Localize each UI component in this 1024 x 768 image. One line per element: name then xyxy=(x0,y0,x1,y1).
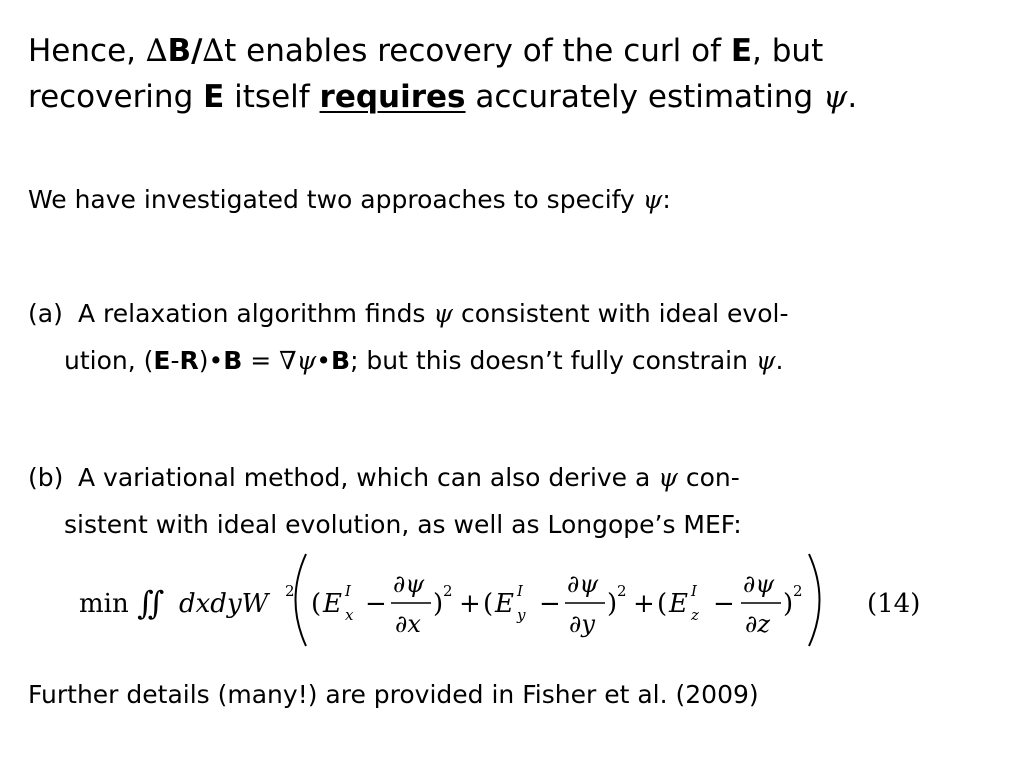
eq-dz: ∂z xyxy=(745,610,771,638)
eq-dpsi-y: ∂ψ xyxy=(567,570,599,598)
eq-number: (14) xyxy=(867,589,921,619)
eq-I-x: I xyxy=(345,582,351,600)
item-a-marker: (a) xyxy=(28,299,63,328)
title-line-1: Hence, ∆B/∆t enables recovery of the curl of E, but xyxy=(28,33,824,69)
slide-title xyxy=(28,28,857,120)
eq-dpsi-z: ∂ψ xyxy=(743,570,775,598)
equation-14 xyxy=(75,550,955,650)
eq-E-y: E xyxy=(495,589,514,619)
eq-E-x: E xyxy=(323,589,342,619)
item-a-line-1: A relaxation algorithm finds ψ consistent with ideal evol- xyxy=(78,299,789,328)
eq-dx: ∂x xyxy=(395,610,421,638)
eq-big-paren-left xyxy=(296,554,307,646)
eq-big-paren-right xyxy=(809,554,820,646)
eq-min: min xyxy=(79,589,129,619)
intro-text: We have investigated two approaches to specify ψ: xyxy=(28,185,671,214)
eq-paren-open-z: ( xyxy=(657,589,668,619)
eq-paren-open-x: ( xyxy=(311,589,322,619)
eq-double-integral: ∬ xyxy=(137,584,165,622)
eq-sq-y: 2 xyxy=(617,582,627,600)
emphasis-requires: requires xyxy=(319,79,466,115)
eq-paren-close-z: ) xyxy=(783,589,794,619)
eq-E-z: E xyxy=(669,589,688,619)
eq-I-z: I xyxy=(691,582,697,600)
title-line-2: recovering E itself requires accurately estimating ψ. xyxy=(28,79,858,115)
eq-w-exponent: 2 xyxy=(285,582,295,600)
eq-dy: ∂y xyxy=(569,610,595,638)
eq-minus-x: − xyxy=(365,589,387,619)
eq-minus-z: − xyxy=(713,589,735,619)
item-b-line-1: A variational method, which can also derive a ψ con- xyxy=(78,463,740,492)
eq-plus-2: + xyxy=(633,589,655,619)
eq-sub-z: z xyxy=(691,606,699,624)
eq-sub-y: y xyxy=(517,606,526,624)
item-a-line-2: ution, (E-R)•B = ∇ψ•B; but this doesn’t fully constrain ψ. xyxy=(64,346,784,375)
eq-sq-x: 2 xyxy=(443,582,453,600)
eq-paren-close-x: ) xyxy=(433,589,444,619)
eq-minus-y: − xyxy=(539,589,561,619)
item-b-line-2: sistent with ideal evolution, as well as Longope’s MEF: xyxy=(64,510,742,539)
eq-sub-x: x xyxy=(345,606,354,624)
eq-integrand: dxdyW xyxy=(179,589,269,619)
eq-dpsi-x: ∂ψ xyxy=(393,570,425,598)
footer-text: Further details (many!) are provided in Fisher et al. (2009) xyxy=(28,680,759,709)
item-b-marker: (b) xyxy=(28,463,64,492)
eq-plus-1: + xyxy=(459,589,481,619)
eq-sq-z: 2 xyxy=(793,582,803,600)
eq-paren-open-y: ( xyxy=(483,589,494,619)
eq-paren-close-y: ) xyxy=(607,589,618,619)
eq-I-y: I xyxy=(517,582,523,600)
